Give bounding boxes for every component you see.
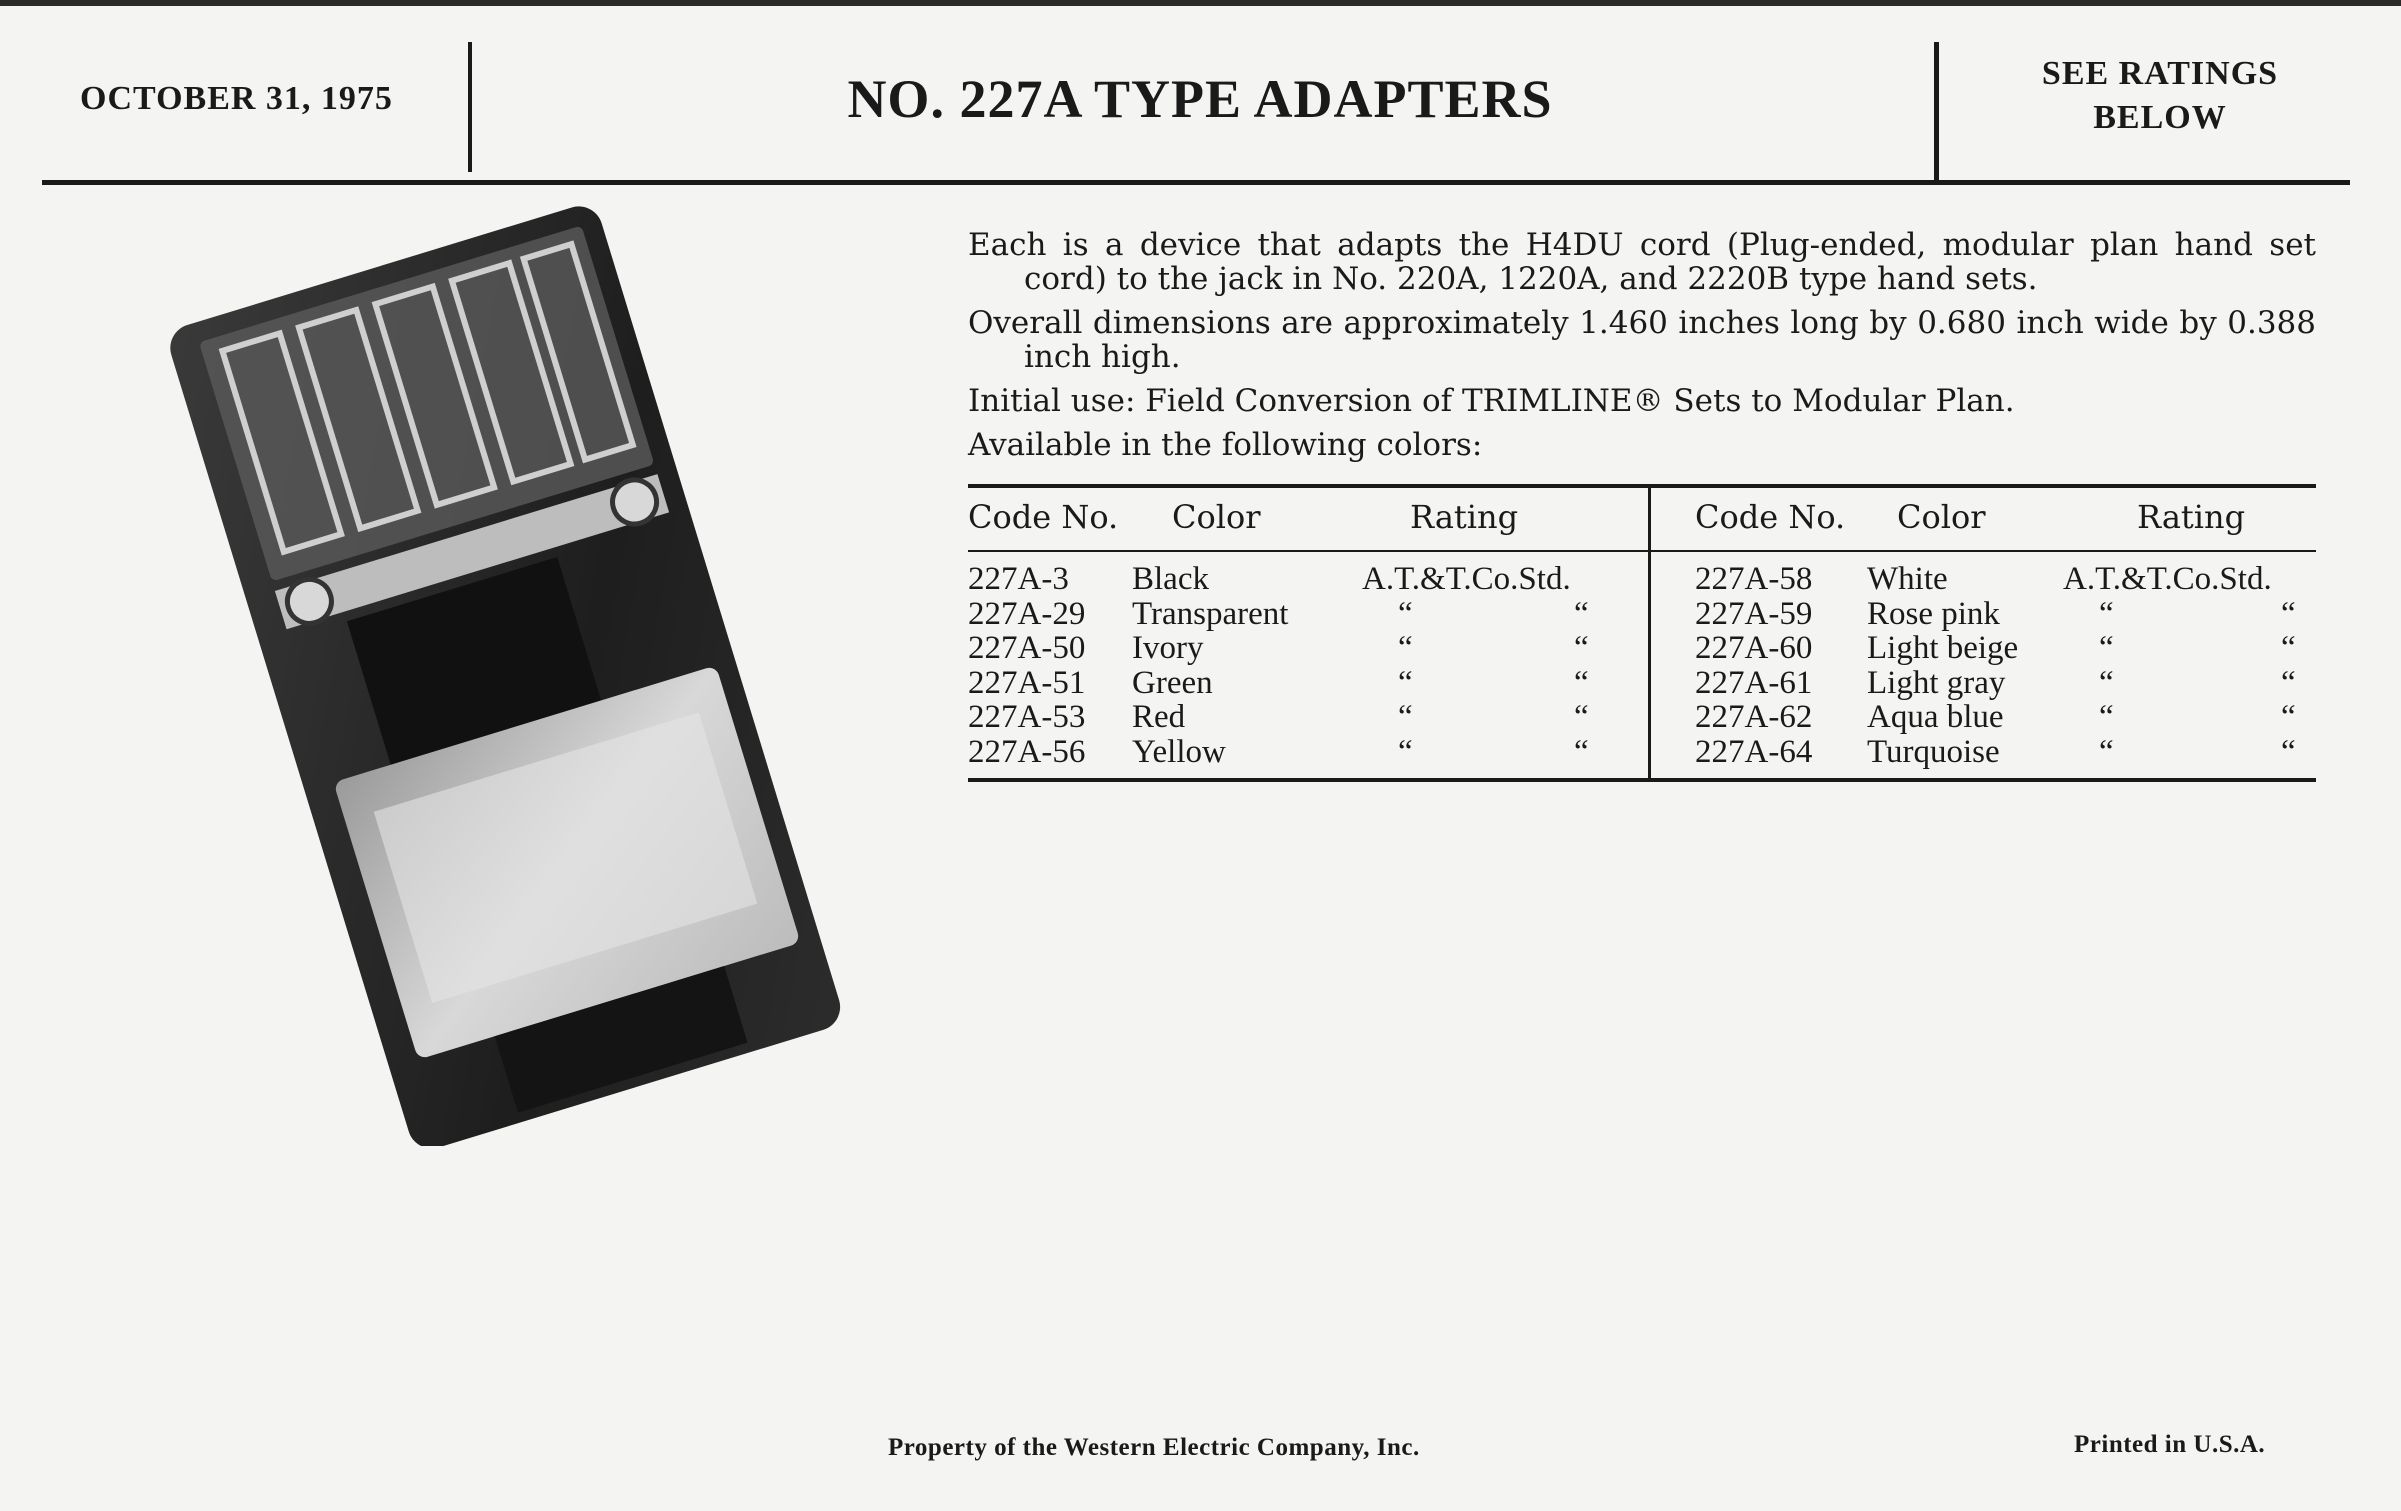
cell-code: 227A-61 [1695,664,1813,701]
cell-rating-ditto: “ [1574,664,1589,701]
cell-code: 227A-60 [1695,630,1813,666]
cell-rating: “ [2099,699,2114,735]
cell-code: 227A-64 [1695,733,1813,770]
cell-code: 227A-58 [1695,561,1813,597]
table-header-left [968,498,1648,548]
cell-code: 227A-3 [968,561,1069,597]
cell-code: 227A-62 [1695,699,1813,735]
header-color: Color [1172,498,1261,536]
header-rating: Rating [2137,498,2246,536]
table-row [968,700,1648,735]
table-header-rule-left [968,550,1648,552]
color-table-left [968,488,1648,778]
cell-color: Aqua blue [1867,699,2004,735]
cell-rating: “ [2099,630,2114,666]
cell-code: 227A-56 [968,733,1086,770]
cell-rating: “ [1398,699,1413,735]
table-row [968,735,1648,770]
cell-color: Red [1132,699,1186,735]
cell-color: Turquoise [1867,733,2000,770]
rating-note-line1: SEE RATINGS [2041,55,2279,92]
cell-code: 227A-51 [968,664,1086,701]
header-date: OCTOBER 31, 1975 [80,80,393,117]
description-p4: Available in the following colors: [968,427,1483,463]
cell-rating-ditto: “ [2281,699,2296,735]
cell-rating-ditto: “ [2281,733,2296,770]
description-p2: Overall dimensions are approximately 1.460 inches long by 0.680 inch wide by 0.388 inch high. [968,305,2316,375]
table-row [968,631,1648,666]
table-header-rule-right [1651,550,2316,552]
cell-rating-ditto: “ [2281,595,2296,632]
cell-color: Green [1132,664,1213,701]
table-header-right [1651,498,2316,548]
cell-color: Yellow [1132,733,1226,770]
cell-code: 227A-53 [968,699,1086,735]
table-rows-left [968,562,1648,769]
description-p1: Each is a device that adapts the H4DU cord (Plug-ended, modular plan hand set cord) to the jack in No. 220A, 1220A, and 2220B type hand sets. [968,227,2316,297]
table-row [968,666,1648,701]
cell-rating: “ [2099,664,2114,701]
cell-rating: “ [2099,595,2114,632]
table-row [1651,562,2316,597]
cell-rating-ditto: “ [1574,733,1589,770]
cell-rating: “ [1398,664,1413,701]
cell-code: 227A-50 [968,630,1086,666]
table-row [1651,631,2316,666]
rating-note-line2: BELOW [2093,99,2227,136]
table-row [968,562,1648,597]
cell-rating: “ [1398,630,1413,666]
cell-rating-ditto: “ [2281,630,2296,666]
cell-color: Light beige [1867,630,2019,666]
adapter-photo [140,206,880,1146]
cell-rating: A.T.&T.Co.Std. [1362,561,1571,597]
header-rule [42,180,2350,185]
table-row [1651,700,2316,735]
header-code-no: Code No. [1695,498,1846,536]
cell-color: Transparent [1132,595,1289,632]
cell-color: Rose pink [1867,595,2000,632]
table-rows-right [1651,562,2316,769]
header-rating: Rating [1410,498,1519,536]
cell-color: White [1867,561,1948,597]
cell-rating-ditto: “ [1574,699,1589,735]
table-row [1651,597,2316,632]
table-row [968,597,1648,632]
table-row [1651,666,2316,701]
footer-property: Property of the Western Electric Company, Inc. [888,1434,1420,1461]
cell-rating-ditto: “ [1574,630,1589,666]
color-table-right [1648,488,2316,778]
cell-rating-ditto: “ [2281,664,2296,701]
cell-code: 227A-29 [968,595,1086,632]
cell-rating: “ [1398,595,1413,632]
cell-color: Ivory [1132,630,1204,666]
cell-rating: “ [1398,733,1413,770]
cell-color: Black [1132,561,1209,597]
cell-rating-ditto: “ [1574,595,1589,632]
cell-code: 227A-59 [1695,595,1813,632]
description-p3: Initial use: Field Conversion of TRIMLINE® Sets to Modular Plan. [968,383,2015,419]
color-table [968,484,2316,782]
cell-color: Light gray [1867,664,2006,701]
footer-printed: Printed in U.S.A. [2074,1431,2266,1458]
cell-rating: A.T.&T.Co.Std. [2063,561,2272,597]
header-rating-note [1950,52,2370,140]
page-title: NO. 227A TYPE ADAPTERS [847,69,1553,129]
description [968,228,2316,472]
cell-rating: “ [2099,733,2114,770]
header-color: Color [1897,498,1986,536]
header-code-no: Code No. [968,498,1119,536]
table-row [1651,735,2316,770]
header-divider-right [1934,42,1939,182]
